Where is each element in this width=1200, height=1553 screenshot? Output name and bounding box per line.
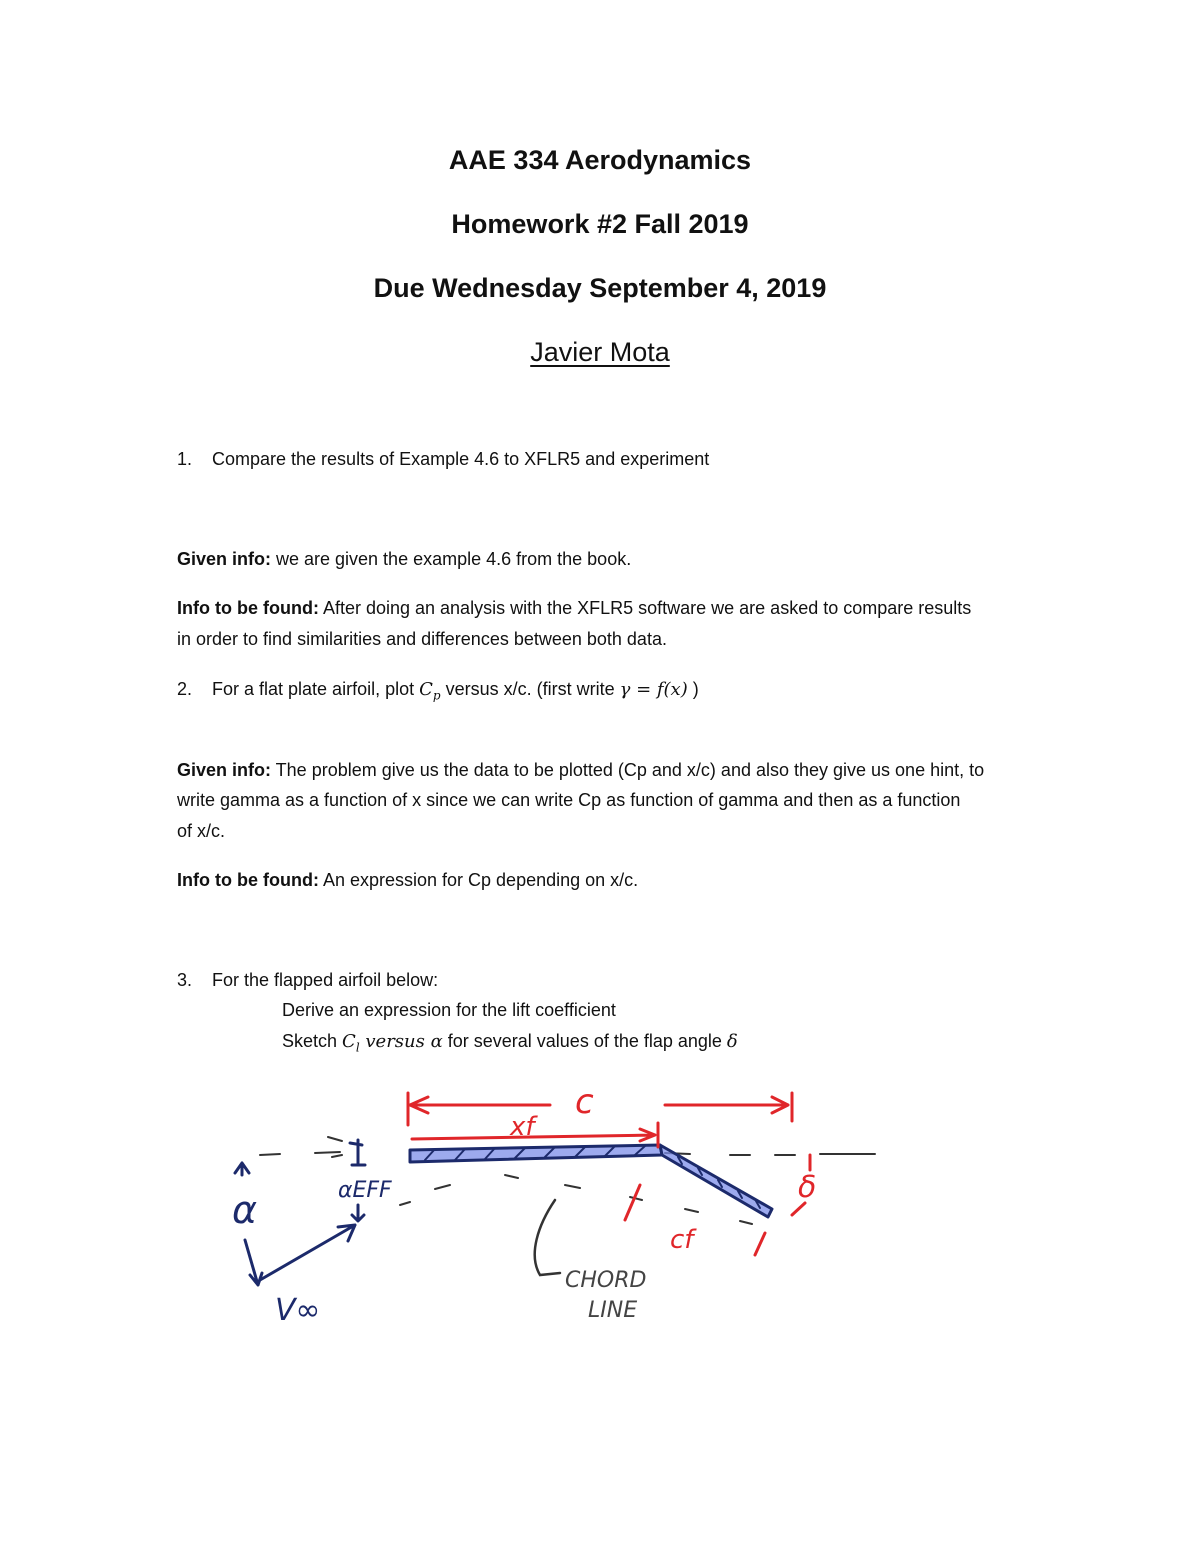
label-line: LINE [588,1298,638,1323]
course-title: AAE 334 Aerodynamics [448,145,752,175]
chord-line-callout [535,1200,647,1323]
main-plate [410,1145,662,1162]
label-alpha-eff: αEFF [338,1178,392,1203]
flapped-airfoil-sketch [220,1075,900,1350]
q2-text: For a flat plate airfoil, plot $C_p$ versus x/c. (first write γ = f(x) ) [212,679,699,703]
q3-number: 3. [177,970,193,990]
label-xf: xf [510,1112,535,1142]
homework-title: Homework #2 Fall 2019 [451,209,749,239]
q1-text: Compare the results of Example 4.6 to XFLR5 and experiment [212,449,710,469]
alpha-eff-indicator [328,1137,392,1221]
chord-dimension [408,1082,792,1125]
q3-text: For the flapped airfoil below: [212,970,439,990]
q1-given: Given info: we are given the example 4.6 from the book. [177,549,632,569]
q1-find-cont: in order to find similarities and differences between both data. [177,629,667,649]
label-alpha: α [232,1188,258,1232]
q1-number: 1. [177,449,193,469]
due-date: Due Wednesday September 4, 2019 [373,273,827,303]
label-v-infinity: V∞ [275,1293,321,1328]
alpha-indicator [232,1163,262,1285]
label-chord: CHORD [565,1268,647,1293]
q3-sub1: Derive an expression for the lift coefficient [282,1000,616,1020]
q1-find: Info to be found: After doing an analysis with the XFLR5 software we are asked to compare results [177,598,972,618]
q2-number: 2. [177,679,193,699]
freestream-arrow [260,1225,355,1328]
author-name: Javier Mota [530,337,670,367]
flap [660,1145,772,1217]
q2-given-cont1: write gamma as a function of x since we can write Cp as function of gamma and then as a function [177,790,961,810]
chord-line-dashed [400,1175,752,1224]
label-delta: δ [798,1170,817,1205]
xf-dimension [412,1112,658,1147]
q3-sub2: Sketch $C_l$ versus α for several values of the flap angle δ [282,1031,738,1055]
q2-given: Given info: The problem give us the data to be plotted (Cp and x/c) and also they give us one hint, to [177,760,985,780]
label-cf: cf [670,1225,694,1255]
q2-given-cont2: of x/c. [177,821,226,841]
label-c: c [575,1082,594,1122]
q2-find: Info to be found: An expression for Cp depending on x/c. [177,870,639,890]
